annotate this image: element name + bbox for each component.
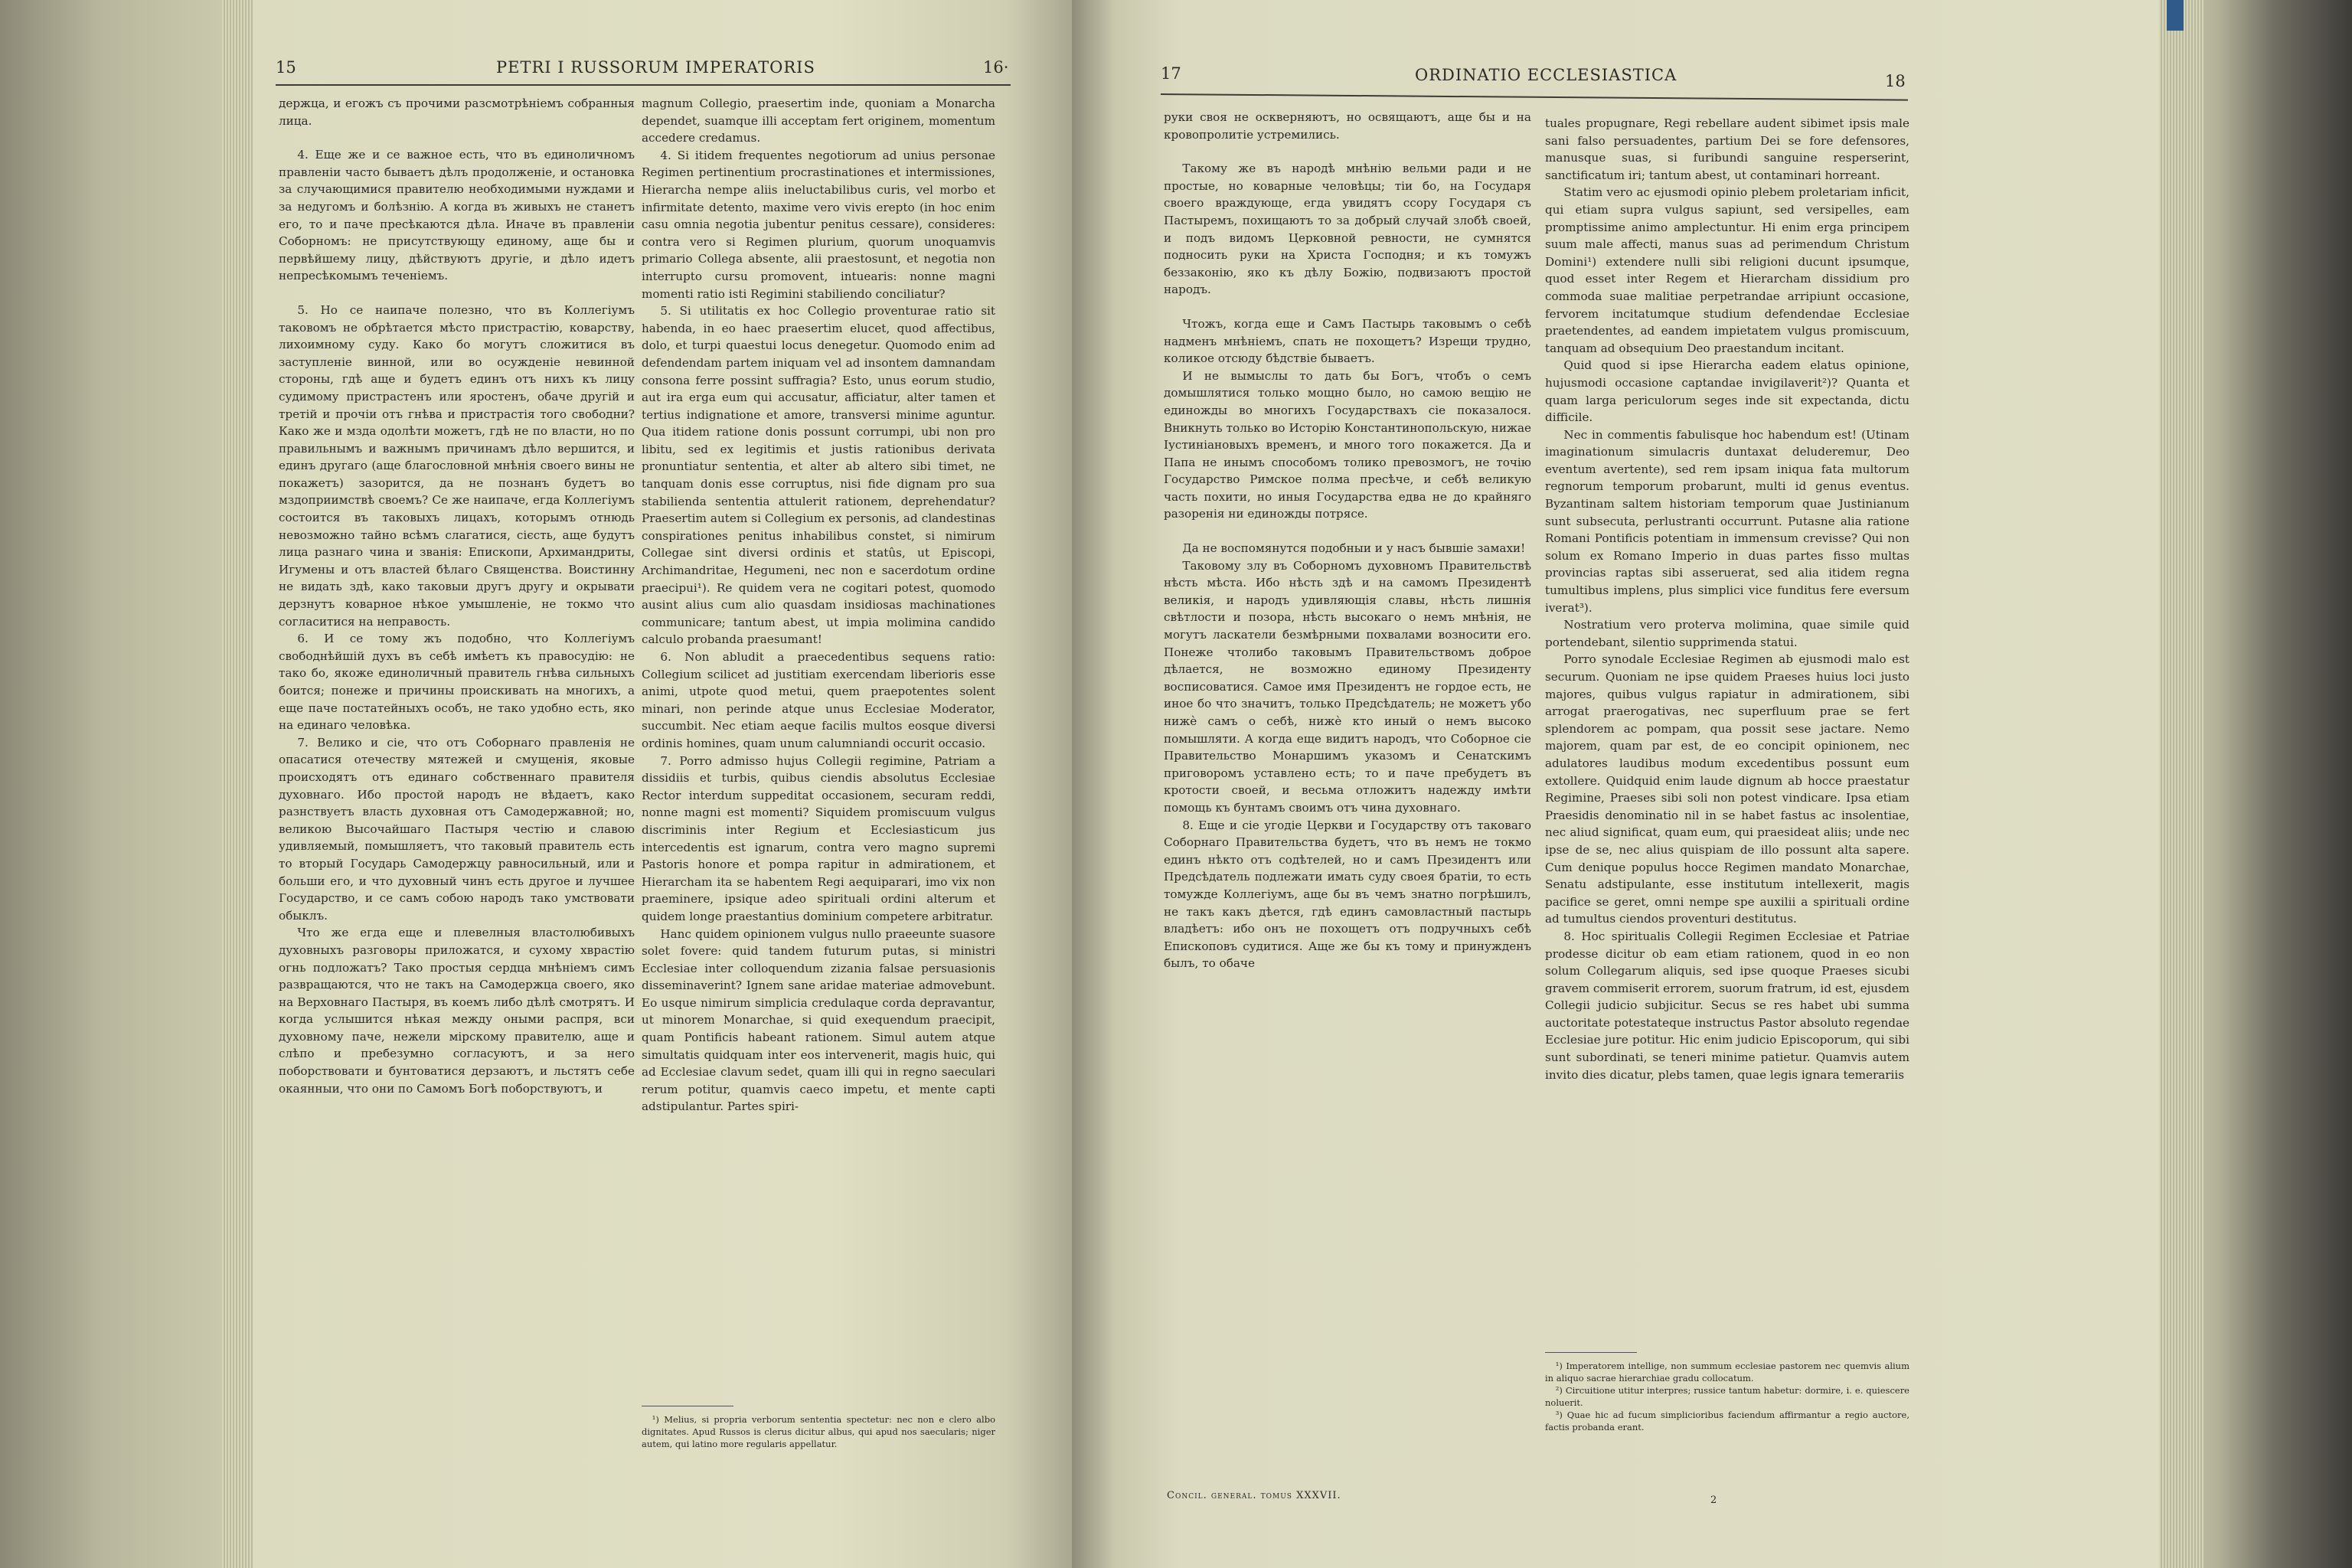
paragraph: Statim vero ac ejusmodi opinio plebem proletariam inficit, qui etiam supra vulgus sapiunt, sed versipelles, eam promptissime animo amplectuntur. Hi enim erga principem suum male affecti, manus suas ad perimendum Christum Domini¹) extendere nulli sibi religioni ducunt ipsumque, quod esset inter Regem et Hierarcham dissidium pro commoda suae malitiae perpetrandae arripiunt occasione, fervorem incitatumque studium defendendae Ecclesiae praetendentes, ad eandem impietatem vulgus promiscuum, tanquam ad obsequium Deo praestandum incitant. xyxy=(1545,185,1909,355)
paragraph: Nec in commentis fabulisque hoc habendum est! (Utinam imaginationum simulacris duntaxat deluderemur, Deo eventum avertente), sed rem ipsam iniqua fata multorum regnorum temporum probarunt, multi id genus eventus. Byzantinam saltem historiam temporum quae Justinianum sunt subsecuta, perlustranti occurrunt. Putasne alia ratione Romani Pontificis potentiam in immensum crevisse? Qui non solum ex Romano Imperio in duas partes fisso multas provincias raptas sibi asseruerat, sed alia itidem regna tumultibus implens, plus simplici vice funditus fere eversum iverat³). xyxy=(1545,427,1909,615)
page-number-left: 15 xyxy=(276,58,296,77)
paragraph: И не вымыслы то дать бы Богъ, чтобъ о семъ домышлятися только мощно было, но самою вещію не единожды во многихъ Государствахъ сіе показалося. Вникнуть только во Исторію Константинопольскую, нижае Іустиніановыхъ временъ, и много того покажется. Да и Папа не инымъ способомъ толико превозмогъ, не точію Государство Римское полма пресѣче, и себѣ великую часть похити, но иныя Государства едва не до крайняго разоренія ни единожды потрясе. xyxy=(1164,368,1531,521)
head-rule xyxy=(1161,93,1908,101)
paragraph: 8. Еще и сіе угодіе Церкви и Государству отъ таковаго Соборнаго Правительства будетъ, что въ немъ не токмо единъ нѣкто отъ содѣтелей, но и самъ Президентъ или Предсѣдатель подлежати имать суду своея братіи, то есть томужде Коллегіумъ, аще бы въ чемъ знатно погрѣшилъ, не такъ какъ дѣется, гдѣ единъ самовластный пастырь владѣетъ: ибо онъ не похощетъ отъ подручныхъ себѣ Епископовъ судитися. Аще же бы къ тому и принужденъ былъ, то обаче xyxy=(1164,818,1531,971)
paragraph: 4. Si itidem frequentes negotiorum ad unius personae Regimen pertinentium procrastinationes et intermissiones, Hierarcha nempe aliis ineluctabilibus curis, vel morbo et infirmitate detento, maxime vero vivis erepto (in hoc enim casu omnia negotia jubentur penitus cessare), consideres: contra vero si Regimen plurium, quorum unoquamvis primario Collega absente, alii praestosunt, et negotia non interrupto cursu promovent, intuearis: nonne magni momenti ratio isti Regimini stabiliendo conciliatur? xyxy=(642,148,995,301)
paragraph: tuales propugnare, Regi rebellare audent sibimet ipsis male sani falso persuadentes, partium Dei se fore defensores, manusque suas, si furibundi sanguine resperserint, sanctificatum iri; tantum abest, ut contaminari horreant. xyxy=(1545,116,1909,182)
paragraph: держца, и егожъ съ прочими разсмотрѣніемъ собранныя лица. xyxy=(279,96,635,128)
paragraph: magnum Collegio, praesertim inde, quoniam a Monarcha dependet, suamque illi acceptam fert originem, momentum accedere credamus. xyxy=(642,96,995,145)
head-rule xyxy=(276,84,1011,86)
right-page-edges xyxy=(2159,0,2352,1568)
paragraph: Чтожъ, когда еще и Самъ Пастырь таковымъ о себѣ надменъ мнѣніемъ, спать не похощетъ? Изрещи трудно, коликое отсюду бѣдствіе бываетъ. xyxy=(1164,316,1531,366)
paragraph: 5. Но се наипаче полезно, что въ Коллегіумъ таковомъ не обрѣтается мѣсто пристрастію, коварству, лихоимному суду. Како бо могутъ сложитися въ заступленіе винной, или во осужденіе невинной стороны, гдѣ аще и будетъ единъ отъ нихъ къ лицу судимому пристрастенъ или яростенъ, обаче другій и третій и прочіи отъ гнѣва и пристрастія того свободни? Како же и мзда одолѣти можетъ, гдѣ не по власти, но по правильнымъ и важнымъ причинамъ дѣло вершится, и единъ другаго (аще благословной мнѣнія своего вины не покажетъ) зазорится, да не познанъ будетъ во мздоприимствѣ своемъ? Се же наипаче, егда Коллегіумъ состоится въ таковыхъ лицахъ, которымъ отнюдь невозможно тайно всѣмъ слагатися, сієсть, аще будутъ лица разнаго чина и званія: Епископи, Архимандриты, Игумены и отъ властей бѣлаго Священства. Воистинну не видать здѣ, како таковыи другъ другу и окрывати дерзнутъ коварное нѣкое умышленіе, не токмо что согласитися на неправость. xyxy=(279,302,635,629)
running-head-right: ORDINATIO ECCLESIASTICA xyxy=(1415,66,1677,84)
paragraph: 5. Si utilitatis ex hoc Collegio proventurae ratio sit habenda, in eo haec praesertim elucet, quod affectibus, dolo, et turpi quaestui locus denegetur. Quomodo enim ad defendendam partem iniquam vel ad insontem damnandam consona ferre possint suffragia? Esto, unus eorum studio, aut ira erga eum qui accusatur, afficiatur, alter tamen et tertius indignatione et amore, transversi minime aguntur. Qua itidem ratione donis possunt corrumpi, ubi non pro libitu, sed ex legitimis et justis rationibus derivata pronuntiatur sententia, et alter ab altero sibi timet, ne tanquam donis esse corruptus, nisi fide dignam pro sua stabilienda sententia attulerit rationem, deprehendatur? Praesertim autem si Collegium ex personis, ad clandestinas conspirationes penitus inhabilibus constet, si nimirum Collegae sint diversi ordinis et statûs, ut Episcopi, Archimandritae, Hegumeni, nec non e sacerdotum ordine praecipui¹). Re quidem vera ne cogitari potest, quomodo ausint alius cum alio quasdam insidiosas machinationes communicare; tantum abest, ut impia molimina candido calculo probanda praesumant! xyxy=(642,304,995,647)
footnote: ²) Circuitione utitur interpres; russice tantum habetur: dormire, i. e. quiescere noluerit. xyxy=(1545,1385,1909,1408)
footnote: ¹) Imperatorem intellige, non summum ecclesiae pastorem nec quemvis alium in aliquo sacrae hierarchiae gradu collocatum. xyxy=(1545,1361,1909,1383)
paragraph: Да не воспомянутся подобныи и у насъ бывшіе замахи! xyxy=(1182,541,1526,556)
paragraph: 7. Велико и сіе, что отъ Соборнаго правленія не опасатися отечеству мятежей и смущенія, яковые происходятъ отъ единаго собственнаго правителя духовнаго. Ибо простой народъ не вѣдаетъ, како разнствуетъ власть духовная отъ Самодержавной; но, великою Высочайшаго Пастыря честію и славою удивляемый, помышляетъ, что таковый правитель есть то вторый Государь Самодержцу равносильный, или и больши его, и что духовный чинъ есть другое и лучшее Государство, и се самъ собою народъ тако умствовати обыклъ. xyxy=(279,735,635,923)
running-head-left: PETRI I RUSSORUM IMPERATORIS xyxy=(496,58,815,77)
paragraph: 6. Non abludit a praecedentibus sequens ratio: Collegium scilicet ad justitiam exercendam liberioris esse animi, utpote quod metui, quem praepotentes solent minari, non perinde atque unus Ecclesiae Moderator, succumbit. Nec etiam aeque facilis multos eosque diversi ordinis homines, quam unum calumniandi occurit occasio. xyxy=(642,650,995,750)
footnote-rule xyxy=(1545,1352,1637,1353)
page-number-right: 18 xyxy=(1885,72,1906,90)
left-page xyxy=(253,0,1072,1568)
page-number-left: 17 xyxy=(1161,64,1181,83)
paragraph: 4. Еще же и се важное есть, что въ единоличномъ правленіи часто бываетъ дѣлъ продолженіе, и остановка за случающимися правителю необходимыми нуждами и за недугомъ и болѣзнію. А когда въ живыхъ не станетъ его, то и паче пресѣкаются дѣла. Иначе въ правленіи Соборномъ: не присутствующу единому, аще бы и первѣйшему лицу, дѣйствуютъ другіе, и дѣло идетъ непресѣкомымъ теченіемъ. xyxy=(279,148,635,283)
paragraph: 7. Porro admisso hujus Collegii regimine, Patriam a dissidiis et turbis, quibus ciendis absolutus Ecclesiae Rector interdum suppeditat occasionem, securam reddi, nonne magni est momenti? Siquidem promiscuum vulgus discriminis inter Regium et Ecclesiasticum jus intercedentis est ignarum, contra vero magno supremi Pastoris honore et pompa rapitur in admirationem, et Hierarcham ita se habentem Regi aequiparari, imo vix non praeminere, ipsique adeo spirituali ordini alterum et quidem longe praestantius dominium competere arbitratur. xyxy=(642,753,995,923)
paragraph: 8. Hoc spiritualis Collegii Regimen Ecclesiae et Patriae prodesse dicitur ob eam etiam rationem, quod in eo non solum Collegarum aliquis, sed ipse quoque Praeses sicubi gravem commiserit errorem, suorum fratrum, id est, ejusdem Collegii judicio subjicitur. Secus se res habet ubi summa auctoritate potestateque instructus Pastor absoluto regendae Ecclesiae jure potitur. Hic enim judicio Episcoporum, qui sibi sunt subordinati, se teneri minime patietur. Quamvis autem invito dies dicatur, plebs tamen, quae legis ignara temerariis xyxy=(1545,929,1909,1082)
russian-column xyxy=(279,95,635,1097)
page-number-right: 16· xyxy=(983,58,1009,77)
footnotes xyxy=(642,1413,995,1450)
russian-column xyxy=(1164,109,1531,972)
footnotes xyxy=(1545,1360,1909,1433)
bookmark-tab xyxy=(2167,0,2184,31)
paragraph: Nostratium vero proterva molimina, quae simile quid portendebant, silentio supprimenda statui. xyxy=(1545,618,1909,649)
footnote: ¹) Melius, si propria verborum sententia spectetur: nec non e clero albo dignitates. Apud Russos is clerus dicitur albus, qui apud nos saecularis; niger autem, qui latino more regularis appellatur. xyxy=(642,1414,995,1449)
paragraph: Hanc quidem opinionem vulgus nullo praeeunte suasore solet fovere: quid tandem futurum putas, si ministri Ecclesiae inter colloquendum zizania falsae persuasionis disseminaverint? Ignem sane aridae materiae admovebunt. Eo usque nimirum simplicia credulaque corda depravantur, ut minorem Monarchae, si quid exequendum praecipit, quam Pontificis habeant rationem. Simul autem atque simultatis quidquam inter eos intervenerit, magis huic, qui ad Ecclesiae clavum sedet, quam illi qui in regno saeculari rerum potitur, quamvis caeco impetu, et mente capti adstipulantur. Partes spiri- xyxy=(642,926,995,1114)
footnote: ³) Quae hic ad fucum simplicioribus faciendum affirmantur a regio auctore, factis probanda erant. xyxy=(1545,1410,1909,1432)
paragraph: руки своя не оскверняютъ, но освящаютъ, аще бы и на кровопролитіе устремились. xyxy=(1164,110,1531,142)
paragraph: Quid quod si ipse Hierarcha eadem elatus opinione, hujusmodi occasione captandae invigilaverit²)? Quanta et quam larga periculorum seges inde sit expectanda, dictu difficile. xyxy=(1545,358,1909,425)
signature-mark: Concil. general. tomus XXXVII. xyxy=(1167,1490,1341,1501)
left-page-edges xyxy=(0,0,253,1568)
latin-column xyxy=(642,95,995,1116)
right-page xyxy=(1072,0,2159,1568)
paragraph: Таковому злу въ Соборномъ духовномъ Правительствѣ нѣсть мѣста. Ибо нѣсть здѣ и на самомъ Президентѣ великія, и народъ удивляющія славы, нѣсть лишнія свѣтлости и позора, нѣсть высокаго о немъ мнѣнія, не могутъ ласкатели безмѣрными похвалами возносити его. Понеже чтолибо таковымъ Правительствомъ доброе дѣлается, не возможно единому Президенту восписоватися. Самое имя Президентъ не гордое есть, не иное бо что значитъ, только Предсѣдатель; не можетъ убо нижѐ самъ о себѣ, нижѐ кто иный о немъ высоко помышляти. А когда еще видитъ народъ, что Соборное сіе Правительство Монаршимъ указомъ и Сенатскимъ приговоромъ уставлено есть; то и паче пребудетъ въ кротости своей, и весьма отложитъ надежду имѣти помощь къ бунтамъ своимъ отъ чина духовнаго. xyxy=(1164,558,1531,815)
paragraph: 6. И се тому жъ подобно, что Коллегіумъ свободнѣйшій духъ въ себѣ имѣетъ къ правосудію: не тако бо, якоже единоличный правитель гнѣва сильныхъ боится; понеже и причины проискивать на многихъ, а еще паче постатейныхъ особъ, не тако удобно есть, яко на единаго человѣка. xyxy=(279,632,635,733)
paragraph: Что же егда еще и плевелныя властолюбивыхъ духовныхъ разговоры приложатся, и сухому хврастію огнь подложатъ? Тако простыя сердца мнѣніемъ симъ развращаются, что не такъ на Самодержца своего, яко на Верховнаго Пастыря, въ коемъ либо дѣлѣ смотрятъ. И когда услышится нѣкая между оными распря, вси духовному паче, нежели мірскому правителю, аще и слѣпо и пребезумно согласуютъ, и за него поборствовати и бунтоватися дерзаютъ, и льстятъ себе окаянныи, что они по Самомъ Богѣ поборствуютъ, и xyxy=(279,926,635,1096)
signature-number: 2 xyxy=(1710,1494,1718,1506)
paragraph: Такому же въ народѣ мнѣнію вельми ради и не простые, но коварные человѣцы; тіи бо, на Государя своего враждующе, егда увидятъ ссору Государя съ Пастыремъ, похищаютъ то за добрый случай злобѣ своей, и подъ видомъ Церковной ревности, не сумнятся подносить руки на Христа Господня; и къ томужъ беззаконію, яко къ дѣлу Божію, подвизаютъ простой народъ. xyxy=(1164,162,1531,297)
latin-column xyxy=(1545,115,1909,1083)
paragraph: Porro synodale Ecclesiae Regimen ab ejusmodi malo est securum. Quoniam ne ipse quidem Praeses huius loci justo majores, quibus vulgus rapiatur in admirationem, sibi arrogat praerogativas, nec superfluum prae se fert splendorem ac pompam, qua possit sese jactare. Nemo majorem, quam par est, de eo concipit opinionem, nec adulatores laudibus modum excedentibus possunt eum extollere. Quidquid enim laude dignum ab hocce praestatur Regimine, Praeses sibi soli non potest vindicare. Ipsa etiam Praesidis denominatio nil in se habet fastus ac insolentiae, nec aliud significat, quam eum, qui praesideat aliis; unde nec ipse de se, nec alius quispiam de illo possunt alta sapere. Cum denique populus hocce Regimen mandato Monarchae, Senatu adstipulante, esse institutum intellexerit, magis pacifice se geret, omni nempe spe auxilii a spirituali ordine ad tumultus ciendos proventuri destitutus. xyxy=(1545,652,1909,926)
